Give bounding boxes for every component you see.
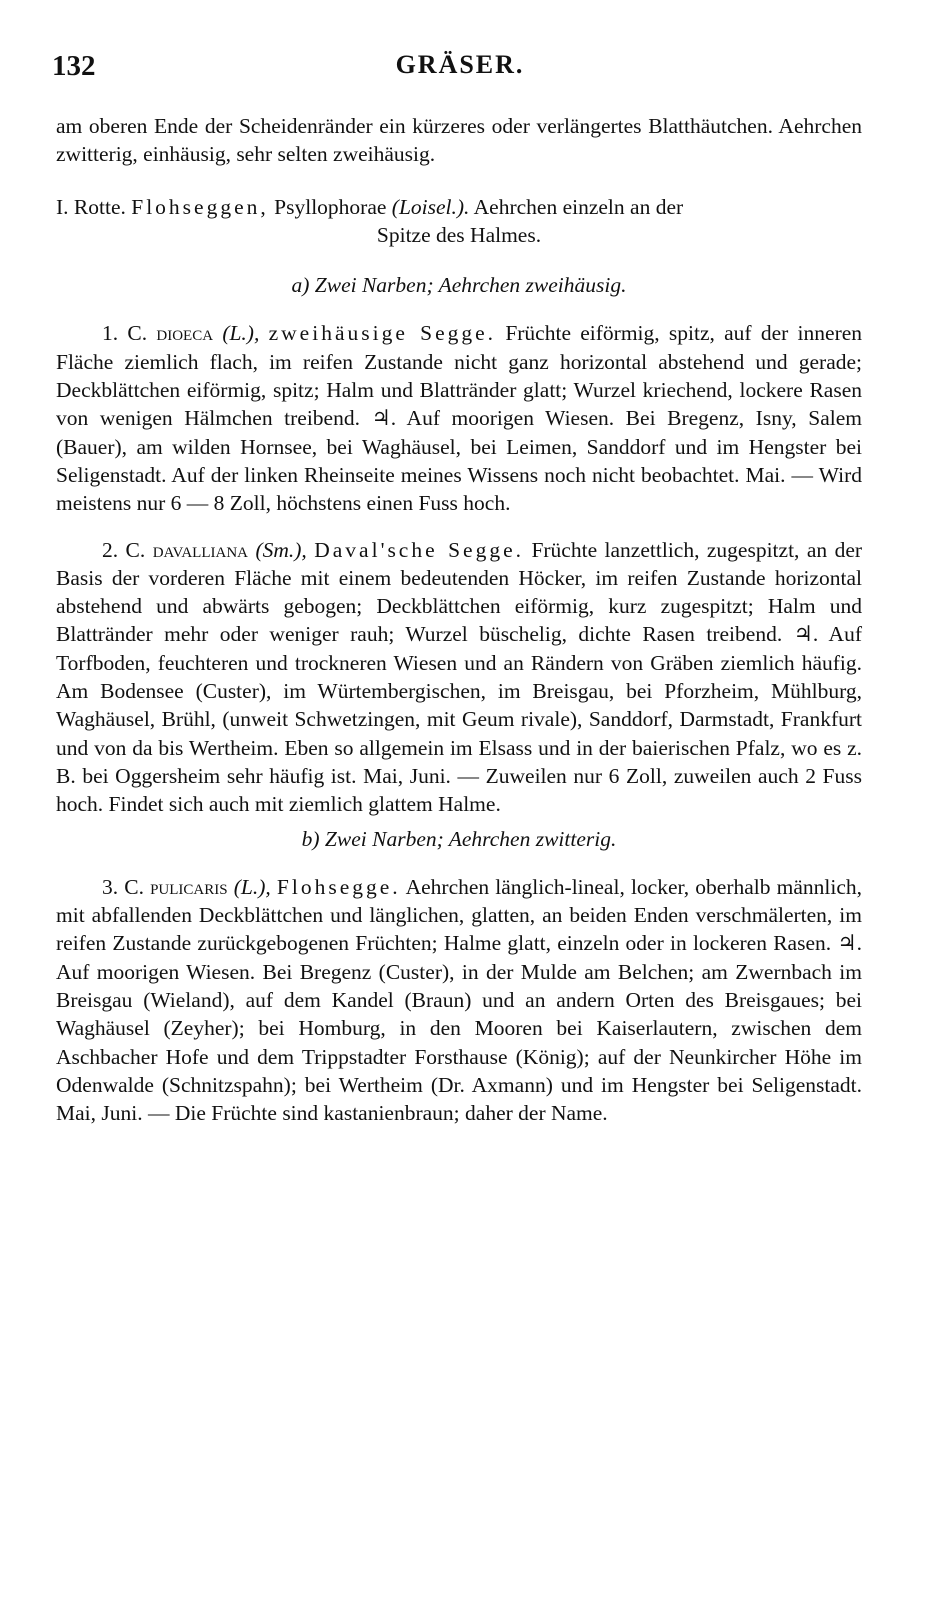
- rotte-text: Aehrchen einzeln an der: [473, 194, 684, 219]
- species-common-name: Daval'sche Segge.: [314, 537, 524, 562]
- species-common-name: Flohsegge.: [276, 874, 401, 899]
- page-body: [56, 112, 862, 1128]
- page-header: [52, 50, 868, 90]
- species-name: pulicaris: [150, 874, 228, 899]
- species-description: Aehrchen länglich-lineal, locker, oberhalb männlich, mit abfallenden Deckblättchen und länglichen, glatten, an beiden Enden verschmälerten, im reifen Zustande zurückgebogenen Früchten; Halme glatt, einzeln oder in lockeren Rasen. ♃. Auf moorigen Wiesen. Bei Bregenz (Custer), in der Mulde am Belchen; am Zwernbach im Breisgau (Wieland), auf dem Kandel (Braun) und an andern Orten des Breisgaues; bei Waghäusel (Zeyher); bei Homburg, in den Mooren bei Kaiserlautern, zwischen dem Aschbacher Hofe und dem Trippstadter Forsthause (König); auf der Neunkircher Höhe im Odenwalde (Schnitzspahn); bei Wertheim (Dr. Axmann) und im Hengster bei Seligenstadt. Mai, Juni. — Die Früchte sind kastanienbraun; daher der Name.: [56, 874, 863, 1126]
- species-common-name: zweihäusige Segge.: [268, 321, 497, 346]
- rotte-author: (Loisel.).: [391, 194, 470, 219]
- species-name: davalliana: [152, 537, 248, 562]
- subsection-b-heading: b) Zwei Narben; Aehrchen zwitterig.: [301, 826, 617, 851]
- species-author: (Sm.),: [255, 537, 307, 562]
- species-entry: [56, 319, 862, 517]
- species-name: dioeca: [156, 321, 214, 346]
- rotte-latin: Psyllophorae: [274, 194, 387, 219]
- species-author: (L.),: [222, 321, 260, 346]
- species-author: (L.),: [233, 874, 271, 899]
- species-description: Früchte lanzettlich, zugespitzt, an der Basis der vorderen Fläche mit einem bedeutenden Höcker, im reifen Zustande horizontal abstehend und abwärts gebogen; Deckblättchen eiförmig, kurz zugespitzt; Halm und Blattränder mehr oder weniger rauh; Wurzel büschelig, dichte Rasen treibend. ♃. Auf Torfboden, feuchteren und trockneren Wiesen und an Rändern von Gräben ziemlich häufig. Am Bodensee (Custer), im Würtembergischen, im Breisgau, bei Pforzheim, Mühlburg, Waghäusel, Brühl, (unweit Schwetzingen, mit Geum rivale), Sanddorf, Darmstadt, Frankfurt und von da bis Wertheim. Eben so allgemein im Elsass und in der baierischen Pfalz, wo es z. B. bei Oggersheim sehr häufig ist. Mai, Juni. — Zuweilen nur 6 Zoll, zuweilen auch 2 Fuss hoch. Findet sich auch mit ziemlich glattem Halme.: [56, 537, 863, 817]
- rotte-name: Flohseggen,: [131, 194, 269, 219]
- page-number: 132: [52, 50, 96, 82]
- species-entry: [56, 873, 862, 1128]
- species-entry: [56, 536, 862, 819]
- rotte-prefix: I. Rotte.: [56, 194, 126, 219]
- species-number: 1. C.: [102, 321, 148, 346]
- rotte-text-continued: Spitze des Halmes.: [376, 222, 542, 247]
- running-title: GRÄSER.: [395, 50, 525, 79]
- subsection-a-heading: a) Zwei Narben; Aehrchen zweihäusig.: [291, 273, 627, 298]
- rotte-heading: [56, 193, 862, 250]
- species-number: 2. C.: [102, 537, 146, 562]
- intro-paragraph: am oberen Ende der Scheidenränder ein kürzeres oder verlängertes Blatthäutchen. Aehrchen zwitterig, einhäusig, sehr selten zweihäusig.: [56, 114, 862, 167]
- species-number: 3. C.: [102, 874, 144, 899]
- species-description: Früchte eiförmig, spitz, auf der inneren Fläche ziemlich flach, im reifen Zustande nicht ganz horizontal abstehend und gerade; Deckblättchen eiförmig, spitz; Halm und Blattränder glatt; Wurzel kriechend, lockere Rasen von wenigen Hälmchen treibend. ♃. Auf moorigen Wiesen. Bei Bregenz, Isny, Salem (Bauer), am wilden Hornsee, bei Waghäusel, bei Leimen, Sanddorf und im Hengster bei Seligenstadt. Auf der linken Rheinseite meines Wissens noch nicht beobachtet. Mai. — Wird meistens nur 6 — 8 Zoll, höchstens einen Fuss hoch.: [56, 321, 863, 516]
